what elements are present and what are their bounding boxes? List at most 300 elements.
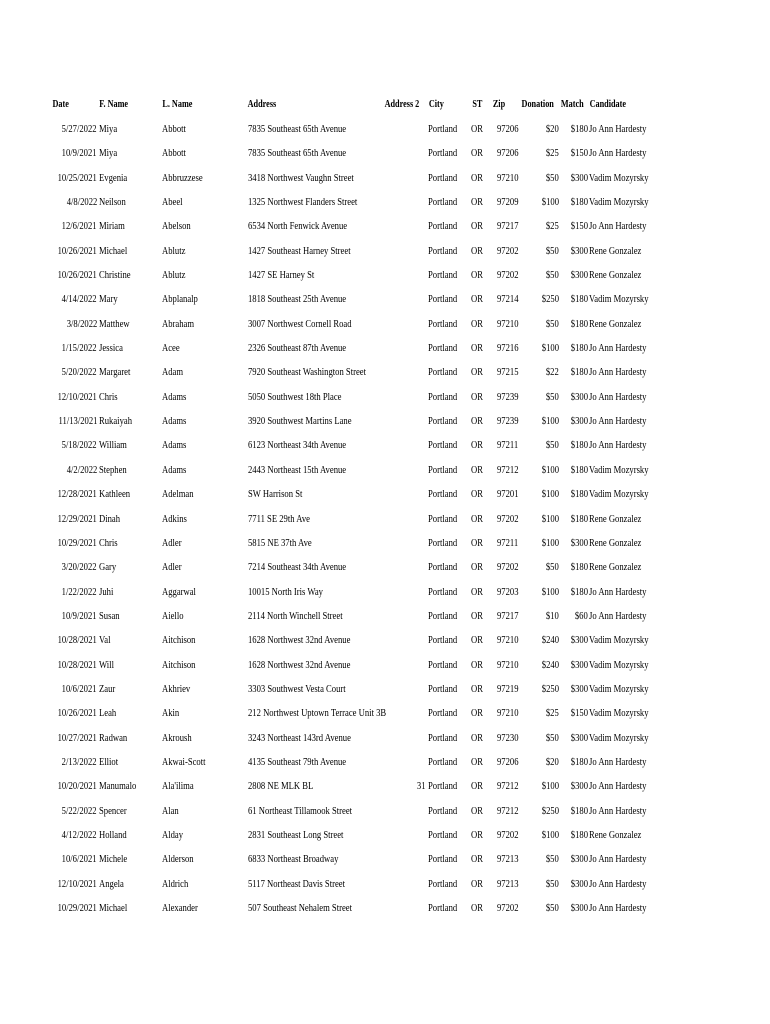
cell-st: OR — [471, 805, 483, 817]
cell-zip: 97212 — [497, 805, 519, 817]
cell-match: $150 — [570, 221, 588, 233]
cell-match: $180 — [570, 586, 588, 598]
cell-zip: 97210 — [497, 708, 519, 720]
table-row — [0, 897, 770, 921]
cell-candidate: Vadim Mozyrsky — [589, 489, 649, 501]
cell-donation: $50 — [546, 903, 559, 914]
cell-candidate: Rene Gonzalez — [589, 829, 642, 841]
cell-date: 10/26/2021 — [57, 245, 97, 257]
cell-candidate: Jo Ann Hardesty — [589, 416, 647, 428]
cell-city: Portland — [428, 610, 458, 622]
header-fname: F. Name — [99, 99, 129, 110]
cell-candidate: Jo Ann Hardesty — [589, 903, 647, 914]
cell-lname: Abbruzzese — [162, 172, 203, 184]
cell-zip: 97217 — [497, 610, 519, 622]
cell-donation: $100 — [541, 829, 559, 841]
cell-city: Portland — [428, 903, 458, 914]
table-row — [0, 775, 770, 799]
header-city: City — [428, 99, 444, 110]
cell-fname: Michael — [99, 245, 128, 257]
cell-date: 10/9/2021 — [62, 148, 97, 160]
cell-address: 7214 Southeast 34th Avenue — [248, 562, 347, 574]
cell-zip: 97210 — [497, 172, 519, 184]
cell-date: 4/8/2022 — [66, 197, 97, 209]
cell-date: 5/20/2022 — [62, 367, 97, 379]
cell-donation: $240 — [541, 635, 559, 647]
cell-st: OR — [471, 416, 483, 428]
cell-candidate: Vadim Mozyrsky — [589, 635, 649, 647]
cell-city: Portland — [428, 513, 458, 525]
cell-donation: $100 — [541, 537, 559, 549]
cell-match: $300 — [570, 245, 588, 257]
table-row — [0, 654, 770, 678]
table-body — [0, 118, 770, 921]
cell-address: 4135 Southeast 79th Avenue — [248, 756, 347, 768]
header-zip: Zip — [492, 99, 506, 110]
table-row — [0, 337, 770, 361]
cell-lname: Alan — [162, 805, 179, 817]
cell-candidate: Jo Ann Hardesty — [589, 878, 647, 890]
cell-address: 3920 Southwest Martins Lane — [248, 416, 352, 428]
cell-candidate: Rene Gonzalez — [589, 537, 642, 549]
cell-city: Portland — [428, 659, 458, 671]
cell-zip: 97203 — [497, 586, 519, 598]
cell-zip: 97211 — [497, 440, 519, 452]
cell-fname: Matthew — [99, 318, 130, 330]
cell-candidate: Jo Ann Hardesty — [589, 148, 647, 160]
cell-date: 10/6/2021 — [62, 854, 97, 866]
cell-st: OR — [471, 440, 483, 452]
cell-fname: Stephen — [99, 464, 127, 476]
cell-city: Portland — [428, 732, 458, 744]
cell-city: Portland — [428, 635, 458, 647]
cell-donation: $50 — [546, 245, 559, 257]
cell-zip: 97202 — [497, 903, 519, 914]
cell-lname: Adams — [162, 416, 187, 428]
cell-st: OR — [471, 489, 483, 501]
cell-donation: $100 — [541, 513, 559, 525]
cell-candidate: Vadim Mozyrsky — [589, 172, 649, 184]
cell-date: 10/29/2021 — [57, 537, 97, 549]
cell-donation: $25 — [546, 708, 559, 720]
cell-lname: Akhriev — [162, 683, 191, 695]
cell-match: $300 — [570, 781, 588, 793]
cell-date: 4/2/2022 — [66, 464, 97, 476]
cell-lname: Akin — [162, 708, 180, 720]
cell-date: 4/14/2022 — [62, 294, 97, 306]
cell-zip: 97230 — [497, 732, 519, 744]
cell-match: $180 — [570, 805, 588, 817]
cell-address: 3007 Northwest Cornell Road — [248, 318, 352, 330]
cell-fname: Radwan — [99, 732, 128, 744]
cell-zip: 97202 — [497, 245, 519, 257]
cell-date: 10/20/2021 — [57, 781, 97, 793]
cell-fname: Elliot — [99, 756, 119, 768]
table-row — [0, 313, 770, 337]
cell-date: 10/28/2021 — [57, 635, 97, 647]
cell-zip: 97212 — [497, 464, 519, 476]
cell-fname: Zaur — [99, 683, 116, 695]
cell-match: $180 — [570, 562, 588, 574]
cell-lname: Akroush — [162, 732, 192, 744]
cell-city: Portland — [428, 562, 458, 574]
cell-st: OR — [471, 903, 483, 914]
cell-candidate: Jo Ann Hardesty — [589, 586, 647, 598]
cell-donation: $100 — [541, 464, 559, 476]
cell-candidate: Vadim Mozyrsky — [589, 659, 649, 671]
cell-lname: Acee — [162, 343, 180, 355]
cell-address: 6833 Northeast Broadway — [248, 854, 339, 866]
cell-match: $60 — [575, 610, 588, 622]
cell-st: OR — [471, 367, 483, 379]
cell-donation: $240 — [541, 659, 559, 671]
cell-st: OR — [471, 756, 483, 768]
cell-match: $150 — [570, 148, 588, 160]
cell-zip: 97206 — [497, 756, 519, 768]
cell-zip: 97210 — [497, 635, 519, 647]
table-row — [0, 605, 770, 629]
cell-st: OR — [471, 732, 483, 744]
cell-candidate: Rene Gonzalez — [589, 318, 642, 330]
cell-match: $300 — [570, 854, 588, 866]
cell-st: OR — [471, 294, 483, 306]
cell-zip: 97239 — [497, 416, 519, 428]
cell-st: OR — [471, 172, 483, 184]
cell-lname: Alday — [162, 829, 184, 841]
cell-donation: $100 — [541, 197, 559, 209]
cell-fname: Juhi — [99, 586, 114, 598]
cell-st: OR — [471, 635, 483, 647]
cell-city: Portland — [428, 245, 458, 257]
cell-city: Portland — [428, 124, 458, 135]
cell-match: $300 — [570, 878, 588, 890]
cell-fname: Gary — [99, 562, 117, 574]
cell-address: 1427 Southeast Harney Street — [248, 245, 351, 257]
cell-donation: $22 — [546, 367, 559, 379]
cell-address: SW Harrison St — [248, 489, 303, 501]
cell-address: 2808 NE MLK BL — [248, 781, 314, 793]
cell-date: 1/22/2022 — [62, 586, 97, 598]
cell-date: 5/18/2022 — [62, 440, 97, 452]
cell-zip: 97214 — [497, 294, 519, 306]
cell-donation: $250 — [541, 294, 559, 306]
table-row — [0, 264, 770, 288]
cell-date: 12/10/2021 — [57, 391, 97, 403]
cell-candidate: Jo Ann Hardesty — [589, 610, 647, 622]
cell-donation: $100 — [541, 343, 559, 355]
cell-lname: Aitchison — [162, 635, 196, 647]
cell-date: 10/25/2021 — [57, 172, 97, 184]
cell-st: OR — [471, 878, 483, 890]
cell-st: OR — [471, 318, 483, 330]
cell-zip: 97206 — [497, 124, 519, 135]
cell-lname: Ala'ilima — [162, 781, 194, 793]
cell-date: 5/22/2022 — [62, 805, 97, 817]
cell-date: 10/27/2021 — [57, 732, 97, 744]
table-row — [0, 361, 770, 385]
cell-city: Portland — [428, 294, 458, 306]
cell-fname: Margaret — [99, 367, 131, 379]
cell-donation: $10 — [546, 610, 559, 622]
cell-address: 3303 Southwest Vesta Court — [248, 683, 346, 695]
cell-fname: Miya — [99, 148, 118, 160]
cell-fname: Susan — [99, 610, 120, 622]
cell-donation: $25 — [546, 148, 559, 160]
cell-candidate: Rene Gonzalez — [589, 562, 642, 574]
cell-st: OR — [471, 221, 483, 233]
cell-lname: Aggarwal — [162, 586, 196, 598]
table-row — [0, 727, 770, 751]
cell-lname: Abplanalp — [162, 294, 198, 306]
cell-date: 10/29/2021 — [57, 903, 97, 914]
header-match: Match — [560, 99, 584, 110]
cell-st: OR — [471, 854, 483, 866]
cell-zip: 97213 — [497, 854, 519, 866]
cell-st: OR — [471, 343, 483, 355]
cell-match: $300 — [570, 391, 588, 403]
cell-fname: Christine — [99, 270, 131, 282]
cell-lname: Aldrich — [162, 878, 189, 890]
table-row — [0, 751, 770, 775]
cell-city: Portland — [428, 537, 458, 549]
table-row — [0, 386, 770, 410]
header-lname: L. Name — [162, 99, 193, 110]
cell-zip: 97212 — [497, 781, 519, 793]
cell-city: Portland — [428, 318, 458, 330]
cell-address: 7835 Southeast 65th Avenue — [248, 124, 347, 135]
cell-date: 5/27/2022 — [62, 124, 97, 135]
table-row — [0, 848, 770, 872]
cell-candidate: Rene Gonzalez — [589, 513, 642, 525]
cell-donation: $50 — [546, 854, 559, 866]
cell-zip: 97202 — [497, 270, 519, 282]
cell-address: 2443 Northeast 15th Avenue — [248, 464, 347, 476]
cell-match: $180 — [570, 124, 588, 135]
table-row — [0, 191, 770, 215]
cell-address: 2114 North Winchell Street — [248, 610, 343, 622]
cell-match: $300 — [570, 172, 588, 184]
header-date: Date — [52, 99, 69, 110]
table-row — [0, 288, 770, 312]
cell-city: Portland — [428, 756, 458, 768]
cell-st: OR — [471, 562, 483, 574]
cell-st: OR — [471, 683, 483, 695]
table-row — [0, 873, 770, 897]
cell-match: $300 — [570, 659, 588, 671]
cell-fname: Miya — [99, 124, 118, 135]
cell-fname: Will — [99, 659, 114, 671]
header-donation: Donation — [521, 99, 554, 110]
cell-lname: Abbott — [162, 124, 186, 135]
header-address2: Address 2 — [384, 99, 420, 110]
cell-candidate: Jo Ann Hardesty — [589, 440, 647, 452]
cell-address2: 31 — [416, 781, 425, 793]
cell-st: OR — [471, 197, 483, 209]
cell-address: 7835 Southeast 65th Avenue — [248, 148, 347, 160]
cell-zip: 97202 — [497, 513, 519, 525]
cell-zip: 97201 — [497, 489, 519, 501]
cell-city: Portland — [428, 367, 458, 379]
cell-match: $180 — [570, 294, 588, 306]
cell-donation: $25 — [546, 221, 559, 233]
cell-fname: Mary — [99, 294, 118, 306]
cell-zip: 97206 — [497, 148, 519, 160]
cell-st: OR — [471, 124, 483, 135]
cell-zip: 97215 — [497, 367, 519, 379]
table-row — [0, 459, 770, 483]
table-row — [0, 483, 770, 507]
cell-fname: Michael — [99, 903, 128, 914]
cell-date: 12/29/2021 — [57, 513, 97, 525]
cell-match: $150 — [570, 708, 588, 720]
cell-address: 1818 Southeast 25th Avenue — [248, 294, 347, 306]
header-st: ST — [472, 99, 483, 110]
cell-lname: Abbott — [162, 148, 186, 160]
cell-candidate: Vadim Mozyrsky — [589, 732, 649, 744]
cell-match: $180 — [570, 197, 588, 209]
table-row — [0, 678, 770, 702]
cell-city: Portland — [428, 391, 458, 403]
cell-city: Portland — [428, 683, 458, 695]
table-row — [0, 800, 770, 824]
cell-donation: $50 — [546, 318, 559, 330]
cell-lname: Adams — [162, 391, 187, 403]
cell-address: 2831 Southeast Long Street — [248, 829, 344, 841]
cell-city: Portland — [428, 708, 458, 720]
cell-date: 2/13/2022 — [62, 756, 97, 768]
cell-address: 3243 Northeast 143rd Avenue — [248, 732, 351, 744]
cell-city: Portland — [428, 854, 458, 866]
cell-fname: Dinah — [99, 513, 121, 525]
cell-candidate: Vadim Mozyrsky — [589, 683, 649, 695]
cell-fname: Leah — [99, 708, 117, 720]
cell-donation: $100 — [541, 416, 559, 428]
cell-address: 5117 Northeast Davis Street — [248, 878, 346, 890]
cell-donation: $50 — [546, 732, 559, 744]
cell-donation: $50 — [546, 270, 559, 282]
cell-lname: Adams — [162, 464, 187, 476]
cell-fname: Neilson — [99, 197, 126, 209]
cell-match: $300 — [570, 416, 588, 428]
cell-lname: Aitchison — [162, 659, 196, 671]
cell-st: OR — [471, 829, 483, 841]
cell-zip: 97202 — [497, 562, 519, 574]
cell-donation: $100 — [541, 489, 559, 501]
cell-date: 12/10/2021 — [57, 878, 97, 890]
cell-zip: 97210 — [497, 318, 519, 330]
cell-date: 11/13/2021 — [58, 416, 97, 428]
cell-candidate: Vadim Mozyrsky — [589, 464, 649, 476]
table-row — [0, 142, 770, 166]
cell-city: Portland — [428, 172, 458, 184]
cell-st: OR — [471, 391, 483, 403]
cell-candidate: Jo Ann Hardesty — [589, 756, 647, 768]
table-row — [0, 508, 770, 532]
cell-fname: Michele — [99, 854, 128, 866]
cell-donation: $50 — [546, 878, 559, 890]
cell-donation: $100 — [541, 586, 559, 598]
cell-match: $300 — [570, 635, 588, 647]
cell-match: $180 — [570, 489, 588, 501]
cell-address: 6123 Northeast 34th Avenue — [248, 440, 347, 452]
cell-date: 4/12/2022 — [62, 829, 97, 841]
cell-st: OR — [471, 586, 483, 598]
cell-lname: Adler — [162, 562, 182, 574]
cell-st: OR — [471, 245, 483, 257]
cell-city: Portland — [428, 440, 458, 452]
cell-donation: $250 — [541, 805, 559, 817]
cell-date: 12/28/2021 — [57, 489, 97, 501]
cell-address: 1427 SE Harney St — [248, 270, 315, 282]
cell-fname: Evgenia — [99, 172, 128, 184]
cell-lname: Akwai-Scott — [162, 756, 206, 768]
cell-match: $180 — [570, 756, 588, 768]
cell-fname: Holland — [99, 829, 127, 841]
cell-city: Portland — [428, 221, 458, 233]
cell-date: 10/28/2021 — [57, 659, 97, 671]
cell-zip: 97219 — [497, 683, 519, 695]
cell-zip: 97211 — [497, 537, 519, 549]
cell-donation: $100 — [541, 781, 559, 793]
cell-match: $300 — [570, 270, 588, 282]
cell-address: 5050 Southwest 18th Place — [248, 391, 342, 403]
cell-lname: Abeel — [162, 197, 183, 209]
cell-date: 1/15/2022 — [62, 343, 97, 355]
cell-zip: 97216 — [497, 343, 519, 355]
cell-fname: Jessica — [99, 343, 123, 355]
cell-fname: Angela — [99, 878, 124, 890]
cell-match: $300 — [570, 903, 588, 914]
cell-lname: Ablutz — [162, 245, 186, 257]
cell-st: OR — [471, 270, 483, 282]
cell-city: Portland — [428, 878, 458, 890]
cell-zip: 97213 — [497, 878, 519, 890]
cell-fname: Manumalo — [99, 781, 137, 793]
cell-address: 7711 SE 29th Ave — [248, 513, 310, 525]
cell-lname: Adam — [162, 367, 184, 379]
cell-city: Portland — [428, 781, 458, 793]
cell-donation: $50 — [546, 391, 559, 403]
cell-date: 10/26/2021 — [57, 708, 97, 720]
cell-address: 7920 Southeast Washington Street — [248, 367, 367, 379]
cell-fname: Rukaiyah — [99, 416, 133, 428]
cell-match: $180 — [570, 464, 588, 476]
cell-st: OR — [471, 708, 483, 720]
cell-address: 61 Northeast Tillamook Street — [248, 805, 353, 817]
header-candidate: Candidate — [589, 99, 627, 110]
cell-address: 5815 NE 37th Ave — [248, 537, 312, 549]
cell-candidate: Jo Ann Hardesty — [589, 124, 647, 135]
cell-match: $180 — [570, 829, 588, 841]
cell-match: $180 — [570, 440, 588, 452]
cell-lname: Adelman — [162, 489, 194, 501]
cell-candidate: Vadim Mozyrsky — [589, 197, 649, 209]
cell-donation: $50 — [546, 440, 559, 452]
header-address: Address — [247, 99, 277, 110]
table-row — [0, 434, 770, 458]
cell-candidate: Jo Ann Hardesty — [589, 391, 647, 403]
table-row — [0, 167, 770, 191]
cell-match: $180 — [570, 513, 588, 525]
table-row — [0, 118, 770, 142]
cell-candidate: Vadim Mozyrsky — [589, 708, 649, 720]
cell-match: $180 — [570, 318, 588, 330]
cell-date: 10/9/2021 — [62, 610, 97, 622]
cell-candidate: Jo Ann Hardesty — [589, 805, 647, 817]
cell-candidate: Rene Gonzalez — [589, 245, 642, 257]
cell-address: 1325 Northwest Flanders Street — [248, 197, 358, 209]
cell-match: $300 — [570, 683, 588, 695]
